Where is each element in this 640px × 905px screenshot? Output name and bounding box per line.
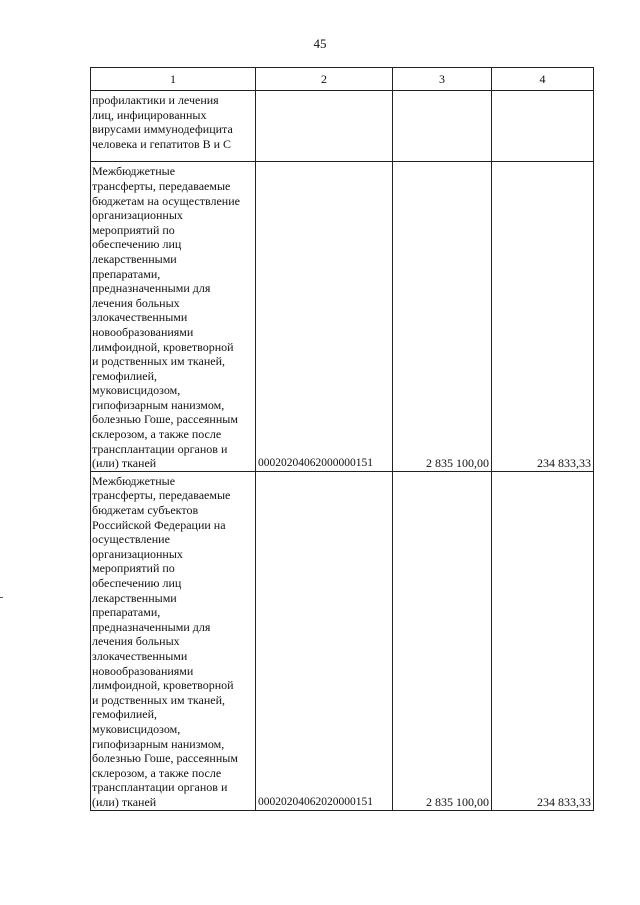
page-number: 45 (313, 36, 327, 51)
row-name: Межбюджетные трансферты, передаваемые бюджетам субъектов Российской Федерации на осуществление организационных мероприятий по обеспечению лиц лекарственными препаратами, предназначенными для лечения больных злокачественными новообразованиями лимфоидной, кроветворной и родственных им тканей, гемофилией, муковисцидозом, гипофизарным нанизмом, болезнью Гоше, рассеянным склерозом, а также после трансплантации органов и (или) тканей (92, 473, 238, 809)
column-header-4: 4 (492, 68, 594, 91)
table-row (91, 162, 594, 471)
column-header-3: 3 (393, 68, 492, 91)
table-row (91, 91, 594, 162)
row-value-1-cell: 2 835 100,00 (393, 162, 492, 471)
row-value-2-cell: 234 833,33 (492, 162, 594, 471)
row-code-cell: 00020204062020000151 (256, 471, 393, 810)
row-code-cell (256, 91, 393, 162)
column-header-1: 1 (91, 68, 256, 91)
row-code-cell: 00020204062000000151 (256, 162, 393, 471)
column-header-2: 2 (256, 68, 393, 91)
row-name-cell (91, 162, 256, 471)
row-value-1-cell: 2 835 100,00 (393, 471, 492, 810)
table-row (91, 471, 594, 810)
row-value-1-cell (393, 91, 492, 162)
row-name-cell (91, 91, 256, 162)
header-row (91, 68, 594, 91)
scan-edge-mark (0, 597, 3, 598)
row-name: профилактики и лечения лиц, инфицированных вирусами иммунодефицита человека и гепатитов В и С (92, 93, 233, 151)
row-value-2-cell (492, 91, 594, 162)
budget-table (90, 67, 594, 811)
row-value-2-cell: 234 833,33 (492, 471, 594, 810)
row-name-cell (91, 471, 256, 810)
row-name: Межбюджетные трансферты, передаваемые бюджетам на осуществление организационных мероприятий по обеспечению лиц лекарственными препаратами, предназначенными для лечения больных злокачественными новообразованиями лимфоидной, кроветворной и родственных им тканей, гемофилией, муковисцидозом, гипофизарным нанизмом, болезнью Гоше, рассеянным склерозом, а также после трансплантации органов и (или) тканей (92, 164, 240, 471)
